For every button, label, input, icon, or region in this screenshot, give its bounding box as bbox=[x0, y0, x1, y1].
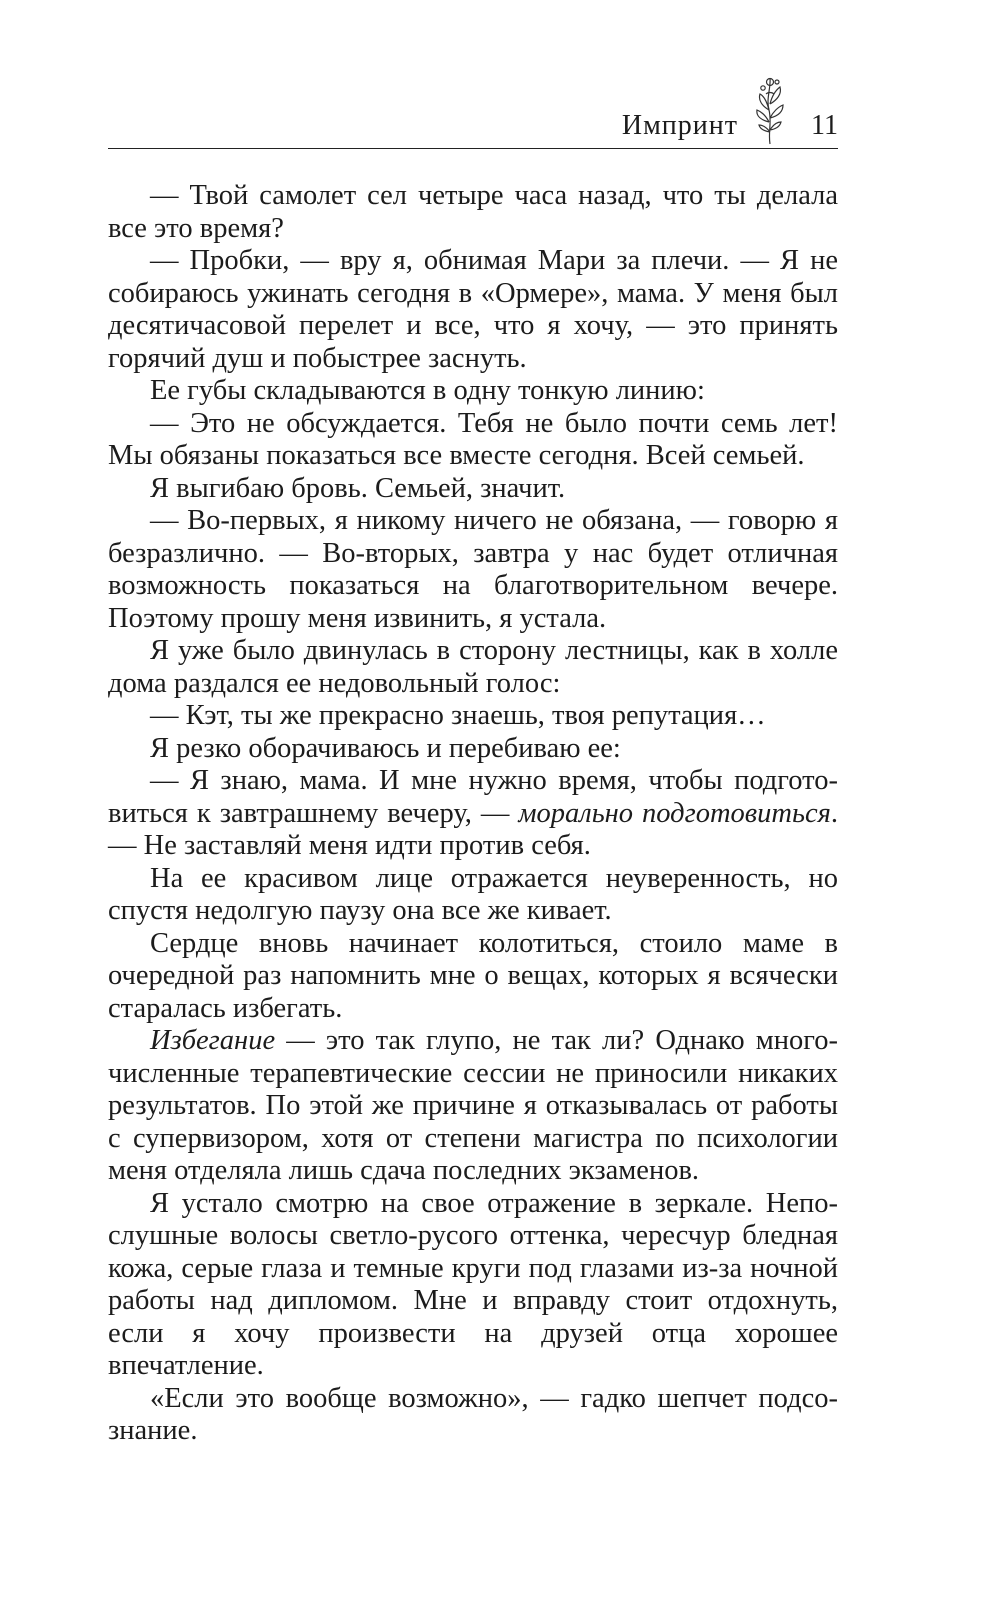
paragraph-text: — Я знаю, мама. И мне нужно время, чтобы подготовиться к завтрашнему вечеру, — bbox=[108, 765, 838, 829]
paragraph: — Во-первых, я никому ничего не обязана, — говорю я безразлично. — Во-вторых, завтра у нас будет отличная возможность показаться на благотворительном вечере. Поэтому прошу меня извинить, я устала. bbox=[108, 505, 838, 634]
paragraph bbox=[108, 1025, 838, 1188]
running-title: Импринт bbox=[621, 110, 738, 141]
paragraph: Ее губы складываются в одну тонкую линию: bbox=[150, 375, 705, 406]
paragraph: «Если это вообще возможно», — гадко шепчет подсознание. bbox=[108, 1382, 838, 1446]
body-text bbox=[108, 180, 838, 1448]
paragraph: Я уже было двинулась в сторону лестницы, как в холле дома раздался ее недовольный голос: bbox=[108, 635, 838, 699]
paragraph-text: . — Не заставляй меня идти против себя. bbox=[108, 797, 838, 861]
paragraph: — Это не обсуждается. Тебя не было почти семь лет! Мы обязаны показаться все вместе сегодня. Всей семьей. bbox=[108, 407, 838, 471]
paragraph: — Пробки, — вру я, обнимая Мари за плечи. — Я не собираюсь ужинать сегодня в «Ормере», мама. У меня был десятичасовой перелет и все, что я хочу, — это принять горячий душ и побыстрее заснуть. bbox=[108, 245, 838, 374]
italic-phrase: Избегание bbox=[150, 1025, 276, 1056]
paragraph: Я устало смотрю на свое отражение в зеркале. Непослушные волосы светло-русого оттенка, чересчур бледная кожа, серые глаза и темные круги под глазами из-за ночной работы над дипломом. Мне и вправду стоит отдохнуть, если я хочу произвести на друзей отца хорошее впечатление. bbox=[108, 1187, 838, 1381]
paragraph: Сердце вновь начинает колотиться, стоило маме в очередной раз напомнить мне о вещах, которых я всячески старалась избегать. bbox=[108, 927, 838, 1024]
italic-phrase: морально подготовиться bbox=[518, 797, 831, 829]
paragraph: — Кэт, ты же прекрасно знаешь, твоя репутация… bbox=[150, 700, 766, 731]
floral-ornament-icon bbox=[752, 74, 788, 146]
paragraph: На ее красивом лице отражается неуверенность, но спустя недолгую паузу она все же кивает. bbox=[108, 862, 838, 926]
paragraph bbox=[108, 765, 838, 863]
page-header bbox=[108, 72, 838, 149]
page-number: 11 bbox=[811, 110, 838, 141]
paragraph-text: — это так глупо, не так ли? Однако многочисленные терапевтические сессии не приносили никаких результатов. По этой же причине я отказывалась от работы с супервизором, хотя от степени магистра по психологии меня отделяла лишь сдача последних экзаменов. bbox=[108, 1025, 838, 1186]
paragraph: Я выгибаю бровь. Семьей, значит. bbox=[150, 472, 566, 504]
paragraph: — Твой самолет сел четыре часа назад, что ты делала все это время? bbox=[108, 180, 838, 244]
paragraph: Я резко оборачиваюсь и перебиваю ее: bbox=[150, 732, 621, 764]
